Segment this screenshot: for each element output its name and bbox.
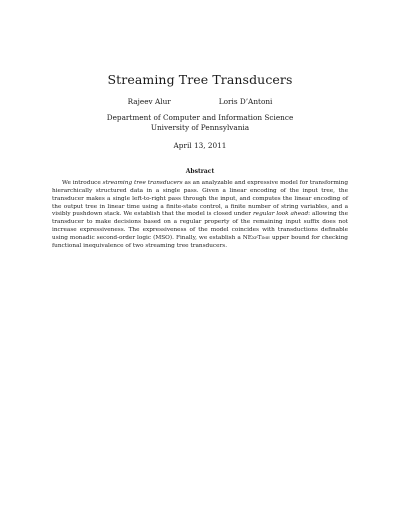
abstract-smallcaps: NExpTime xyxy=(242,234,270,241)
abstract-text: We introduce xyxy=(62,180,103,186)
abstract-emphasis: streaming tree transducers xyxy=(102,180,183,186)
author-name: Rajeev Alur xyxy=(127,97,171,106)
abstract-text: as an analyzable and expressive model for transforming hierarchically structured data in a single pass. Given a linear encoding of the input tree, the transducer makes a single left-to-right pass through the input, and computes the linear encoding of the output tree in linear time using a finite-state control, a finite number of string variables, and a visibly pushdown stack. We establish that the model is closed under xyxy=(52,180,348,218)
abstract-body xyxy=(52,180,348,251)
author-list xyxy=(0,97,400,106)
affiliation-university: University of Pennsylvania xyxy=(150,123,250,132)
author-name: Loris D’Antoni xyxy=(218,97,273,106)
abstract-text: upper bound for checking functional inequivalence of two streaming tree transducers. xyxy=(52,234,348,249)
paper-date: April 13, 2011 xyxy=(173,141,227,150)
affiliation xyxy=(0,113,400,133)
abstract-paragraph xyxy=(52,180,348,251)
paper-title: Streaming Tree Transducers xyxy=(107,72,293,87)
affiliation-department: Department of Computer and Information Science xyxy=(106,113,294,122)
abstract-text: : allowing the transducer to make decisions based on a regular property of the remaining input suffix does not increase expressiveness. The expressiveness of the model coincides with transductions definable using monadic second-order logic (MSO). Finally, we establish a xyxy=(52,211,348,241)
abstract-emphasis: regular look ahead xyxy=(252,211,309,218)
abstract-heading: Abstract xyxy=(185,168,215,175)
